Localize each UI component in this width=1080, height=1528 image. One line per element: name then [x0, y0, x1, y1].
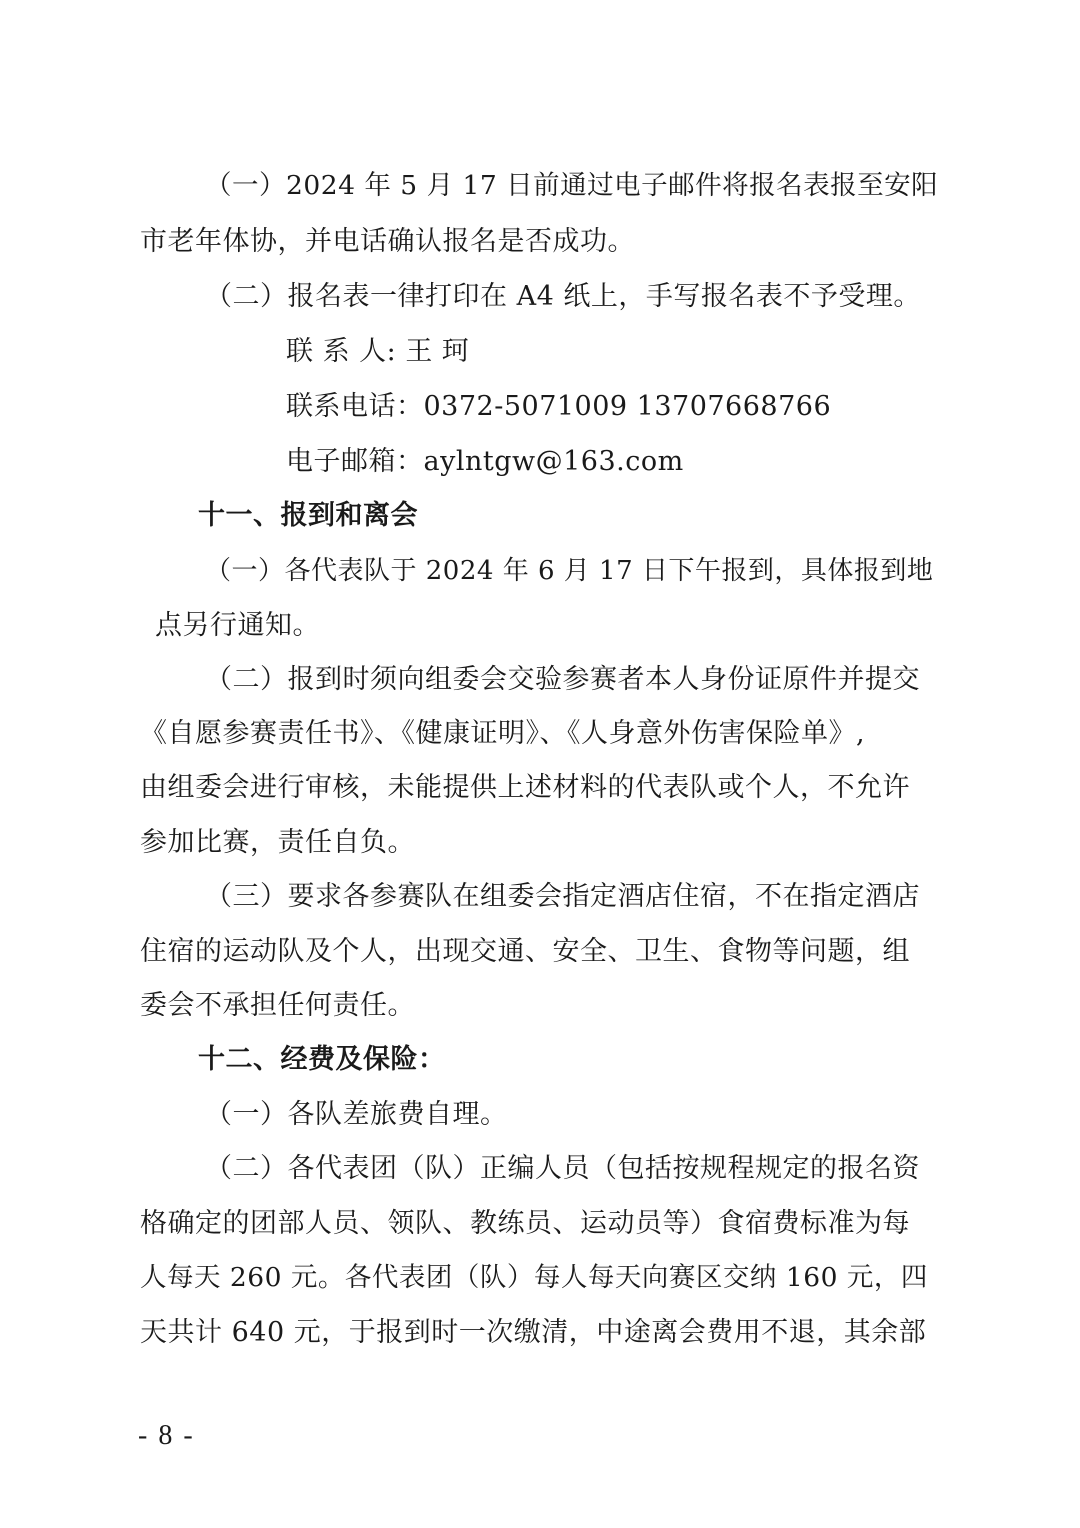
section-heading-registration-departure: 十一、报到和离会: [198, 500, 418, 531]
paragraph-fees-line2: 格确定的团部人员、领队、教练员、运动员等）食宿费标准为每: [140, 1208, 910, 1239]
paragraph-registration-deadline-line2: 市老年体协，并电话确认报名是否成功。: [140, 226, 635, 257]
paragraph-documents-line1: （二）报到时须向组委会交验参赛者本人身份证原件并提交: [205, 664, 920, 695]
paragraph-registration-deadline-line1: （一）2024 年 5 月 17 日前通过电子邮件将报名表报至安阳: [205, 170, 939, 201]
contact-person: 联 系 人: 王 珂: [286, 336, 470, 367]
paragraph-print-requirement: （二）报名表一律打印在 A4 纸上，手写报名表不予受理。: [205, 281, 921, 312]
contact-email: 电子邮箱：aylntgw@163.com: [286, 446, 684, 477]
paragraph-documents-line4: 参加比赛，责任自负。: [140, 827, 415, 858]
paragraph-team-registration-line1: （一）各代表队于 2024 年 6 月 17 日下午报到，具体报到地: [205, 556, 934, 586]
paragraph-fees-line1: （二）各代表团（队）正编人员（包括按规程规定的报名资: [205, 1153, 920, 1184]
section-heading-fees-insurance: 十二、经费及保险：: [198, 1044, 446, 1075]
paragraph-accommodation-line1: （三）要求各参赛队在组委会指定酒店住宿，不在指定酒店: [205, 881, 920, 912]
paragraph-accommodation-line2: 住宿的运动队及个人，出现交通、安全、卫生、食物等问题，组: [140, 936, 910, 967]
contact-phone: 联系电话：0372-5071009 13707668766: [286, 391, 832, 422]
paragraph-accommodation-line3: 委会不承担任何责任。: [140, 990, 415, 1021]
paragraph-travel-expenses: （一）各队差旅费自理。: [205, 1099, 508, 1130]
paragraph-documents-line2: 《自愿参赛责任书》、《健康证明》、《人身意外伤害保险单》,: [140, 718, 866, 749]
paragraph-fees-line3: 人每天 260 元。各代表团（队）每人每天向赛区交纳 160 元，四: [140, 1262, 928, 1293]
paragraph-fees-line4: 天共计 640 元，于报到时一次缴清，中途离会费用不退，其余部: [140, 1317, 927, 1348]
paragraph-team-registration-line2: 点另行通知。: [155, 610, 320, 641]
paragraph-documents-line3: 由组委会进行审核，未能提供上述材料的代表队或个人，不允许: [140, 772, 910, 803]
page-number: - 8 -: [138, 1420, 195, 1451]
